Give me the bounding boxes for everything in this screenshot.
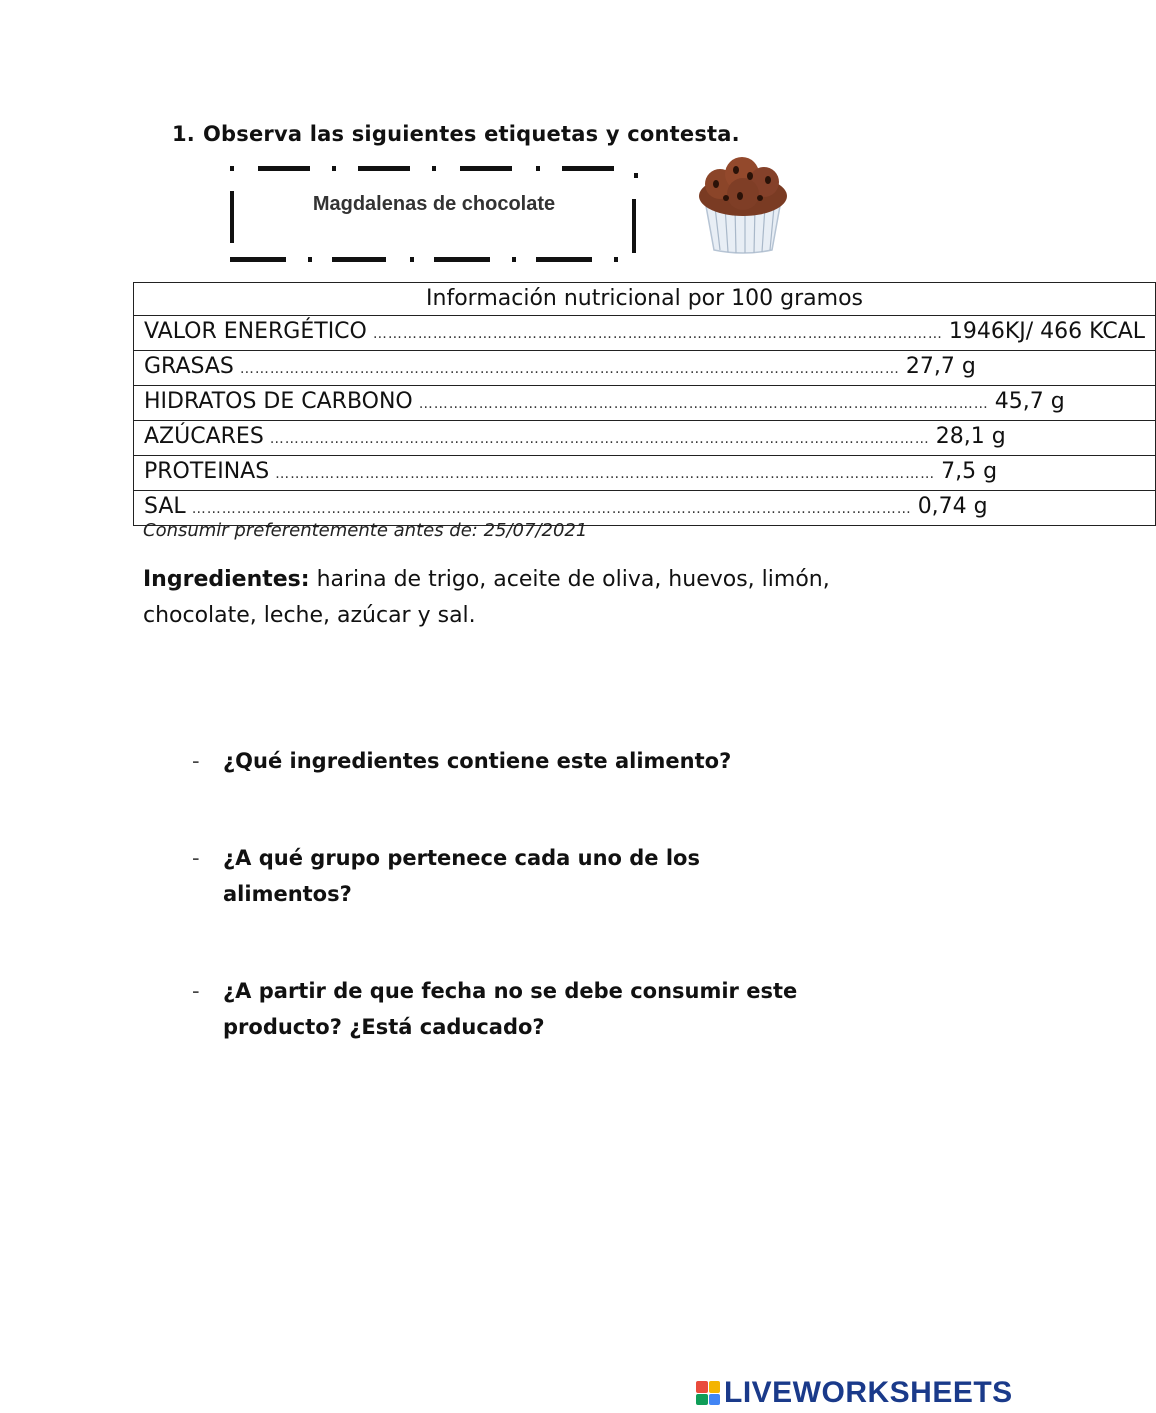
nutrition-value: 28,1 g: [935, 424, 1006, 449]
nutrition-label: SAL: [144, 494, 186, 519]
nutrition-label: AZÚCARES: [144, 424, 264, 449]
nutrition-row: [134, 421, 1156, 456]
leader-dots: ………………………………………………………………………………………………………………………………: [191, 501, 912, 517]
leader-dots: ……………………………………………………………………………………………………: [418, 396, 989, 412]
nutrition-row: [134, 316, 1156, 351]
nutrition-row: [134, 386, 1156, 421]
nutrition-header: Información nutricional por 100 gramos: [134, 283, 1156, 316]
nutrition-row: [134, 351, 1156, 386]
leader-dots: ……………………………………………………………………………………………………: [372, 326, 943, 342]
leader-dots: ……………………………………………………………………………………………………………………: [269, 431, 930, 447]
question-item: [192, 840, 823, 912]
nutrition-label: VALOR ENERGÉTICO: [144, 319, 367, 344]
nutrition-value: 45,7 g: [994, 389, 1065, 414]
ingredients-paragraph: [143, 562, 843, 634]
brand-watermark: [696, 1376, 1013, 1410]
muffin-image: [688, 150, 798, 260]
nutrition-value: 0,74 g: [917, 494, 988, 519]
ingredients-label: Ingredientes:: [143, 567, 310, 592]
question-dash: -: [192, 846, 200, 870]
question-item: [192, 973, 823, 1045]
nutrition-row: [134, 456, 1156, 491]
leader-dots: ……………………………………………………………………………………………………………………: [239, 361, 900, 377]
question-item: [192, 743, 823, 779]
nutrition-label: GRASAS: [144, 354, 234, 379]
product-label: Magdalenas de chocolate: [312, 193, 556, 215]
exercise-title: [172, 122, 740, 146]
best-before-date: Consumir preferentemente antes de: 25/07/2021: [143, 520, 588, 541]
nutrition-value: 1946KJ/ 466 KCAL: [948, 319, 1146, 344]
question-text: ¿Qué ingredientes contiene este alimento?: [223, 749, 732, 773]
question-dash: -: [192, 749, 200, 773]
liveworksheets-logo-icon: [696, 1381, 720, 1405]
question-dash: -: [192, 979, 200, 1003]
question-text: ¿A partir de que fecha no se debe consumir este producto? ¿Está caducado?: [223, 979, 798, 1039]
ingredients-text: harina de trigo, aceite de oliva, huevos, limón, chocolate, leche, azúcar y sal.: [143, 567, 830, 628]
exercise-number: 1.: [172, 122, 195, 146]
nutrition-value: 27,7 g: [905, 354, 976, 379]
nutrition-table: [133, 282, 1156, 526]
exercise-title-text: Observa las siguientes etiquetas y contesta.: [203, 122, 740, 146]
leader-dots: ……………………………………………………………………………………………………………………: [275, 466, 936, 482]
question-text: ¿A qué grupo pertenece cada uno de los alimentos?: [223, 846, 700, 906]
nutrition-label: HIDRATOS DE CARBONO: [144, 389, 413, 414]
nutrition-value: 7,5 g: [941, 459, 998, 484]
brand-name: LIVEWORKSHEETS: [724, 1376, 1013, 1409]
nutrition-label: PROTEINAS: [144, 459, 270, 484]
product-label-box: [228, 163, 640, 263]
